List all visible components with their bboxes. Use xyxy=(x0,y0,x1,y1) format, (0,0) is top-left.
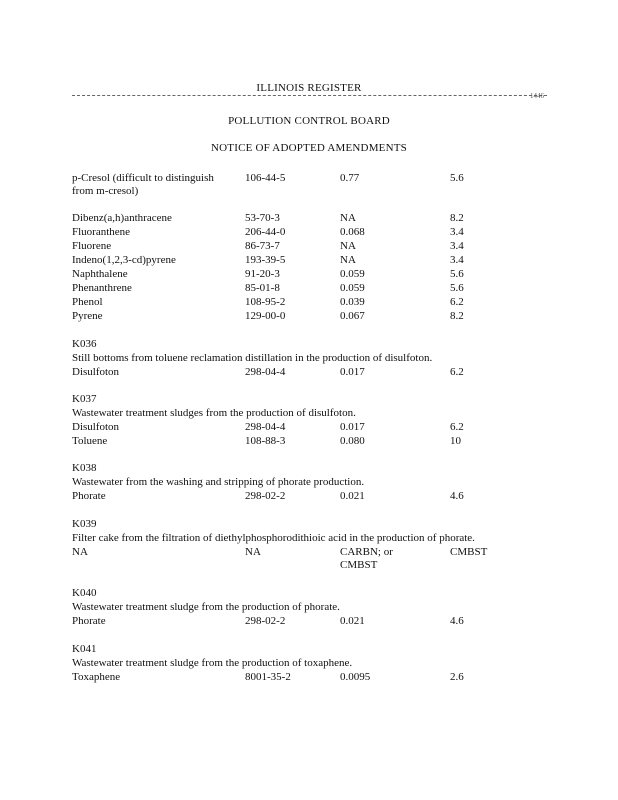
wastewater-standard: 0.068 xyxy=(340,226,365,238)
constituent-name: Pyrene xyxy=(72,310,103,322)
nonwastewater-standard: 4.6 xyxy=(450,615,464,627)
constituent-name: Phorate xyxy=(72,490,106,502)
waste-code: K038 xyxy=(72,462,97,474)
constituent-name: Phorate xyxy=(72,615,106,627)
board-title: POLLUTION CONTROL BOARD xyxy=(228,115,390,127)
table-row xyxy=(0,435,618,449)
table-row xyxy=(0,282,618,296)
waste-code: K040 xyxy=(72,587,97,599)
constituent-name: NA xyxy=(72,546,88,558)
nonwastewater-standard: 2.6 xyxy=(450,671,464,683)
wastewater-standard: 0.0095 xyxy=(340,671,371,683)
table-row xyxy=(0,366,618,380)
nonwastewater-standard: 3.4 xyxy=(450,226,464,238)
running-head: ILLINOIS REGISTER xyxy=(256,82,362,94)
table-row xyxy=(0,268,618,282)
table-row xyxy=(0,490,618,504)
cas-number: 91-20-3 xyxy=(245,268,280,280)
cas-number: 298-04-4 xyxy=(245,421,286,433)
wastewater-standard: 0.017 xyxy=(340,366,365,378)
cas-number: 206-44-0 xyxy=(245,226,286,238)
wastewater-standard: 0.080 xyxy=(340,435,365,447)
wastewater-standard: 0.059 xyxy=(340,268,365,280)
header-rule xyxy=(72,95,547,96)
waste-description: Wastewater treatment sludge from the production of phorate. xyxy=(72,601,340,613)
nonwastewater-standard: 6.2 xyxy=(450,421,464,433)
constituent-name: p-Cresol (difficult to distinguish from m-cresol) xyxy=(72,172,214,197)
wastewater-standard: 0.059 xyxy=(340,282,365,294)
constituent-name: Phenanthrene xyxy=(72,282,132,294)
table-row xyxy=(0,172,618,197)
cas-number: 108-88-3 xyxy=(245,435,286,447)
nonwastewater-standard: 10 xyxy=(450,435,461,447)
wastewater-standard: 0.021 xyxy=(340,490,365,502)
cas-number: NA xyxy=(245,546,261,558)
wastewater-standard: 0.021 xyxy=(340,615,365,627)
wastewater-standard: 0.067 xyxy=(340,310,365,322)
nonwastewater-standard: 8.2 xyxy=(450,310,464,322)
cas-number: 193-39-5 xyxy=(245,254,286,266)
constituent-name: Indeno(1,2,3-cd)pyrene xyxy=(72,254,176,266)
waste-code: K037 xyxy=(72,393,97,405)
nonwastewater-standard: 3.4 xyxy=(450,240,464,252)
waste-description: Still bottoms from toluene reclamation distillation in the production of disulfoton. xyxy=(72,352,433,364)
cas-number: 86-73-7 xyxy=(245,240,280,252)
nonwastewater-standard: 5.6 xyxy=(450,172,464,184)
table-row xyxy=(0,546,618,571)
nonwastewater-standard: CMBST xyxy=(450,546,488,558)
waste-description: Filter cake from the filtration of diethylphosphorodithioic acid in the production of phorate. xyxy=(72,532,475,544)
constituent-name: Naphthalene xyxy=(72,268,128,280)
constituent-name: Phenol xyxy=(72,296,103,308)
table-row xyxy=(0,240,618,254)
wastewater-standard: 0.039 xyxy=(340,296,365,308)
nonwastewater-standard: 3.4 xyxy=(450,254,464,266)
wastewater-standard: NA xyxy=(340,254,356,266)
constituent-name: Fluorene xyxy=(72,240,112,252)
nonwastewater-standard: 5.6 xyxy=(450,282,464,294)
cas-number: 106-44-5 xyxy=(245,172,286,184)
waste-code: K039 xyxy=(72,518,97,530)
cas-number: 298-02-2 xyxy=(245,490,286,502)
table-row xyxy=(0,310,618,324)
constituent-name: Dibenz(a,h)anthracene xyxy=(72,212,172,224)
table-row xyxy=(0,212,618,226)
constituent-name: Toxaphene xyxy=(72,671,121,683)
constituent-name: Disulfoton xyxy=(72,366,120,378)
nonwastewater-standard: 4.6 xyxy=(450,490,464,502)
waste-description: Wastewater treatment sludge from the production of toxaphene. xyxy=(72,657,353,669)
cas-number: 108-95-2 xyxy=(245,296,286,308)
cas-number: 298-04-4 xyxy=(245,366,286,378)
table-row xyxy=(0,254,618,268)
table-row xyxy=(0,296,618,310)
notice-title: NOTICE OF ADOPTED AMENDMENTS xyxy=(211,142,407,154)
waste-description: Wastewater from the washing and stripping of phorate production. xyxy=(72,476,365,488)
cas-number: 129-00-0 xyxy=(245,310,286,322)
table-row xyxy=(0,671,618,685)
constituent-name: Disulfoton xyxy=(72,421,120,433)
wastewater-standard: 0.017 xyxy=(340,421,365,433)
constituent-name: Fluoranthene xyxy=(72,226,131,238)
waste-code: K036 xyxy=(72,338,97,350)
wastewater-standard: 0.77 xyxy=(340,172,360,184)
table-row xyxy=(0,421,618,435)
wastewater-standard: NA xyxy=(340,240,356,252)
waste-description: Wastewater treatment sludges from the production of disulfoton. xyxy=(72,407,356,419)
wastewater-standard: CARBN; or CMBST xyxy=(340,546,393,571)
cas-number: 8001-35-2 xyxy=(245,671,291,683)
nonwastewater-standard: 6.2 xyxy=(450,296,464,308)
nonwastewater-standard: 5.6 xyxy=(450,268,464,280)
waste-code: K041 xyxy=(72,643,97,655)
table-row xyxy=(0,615,618,629)
table-row xyxy=(0,226,618,240)
cas-number: 53-70-3 xyxy=(245,212,280,224)
cas-number: 85-01-8 xyxy=(245,282,280,294)
nonwastewater-standard: 6.2 xyxy=(450,366,464,378)
wastewater-standard: NA xyxy=(340,212,356,224)
constituent-name: Toluene xyxy=(72,435,108,447)
nonwastewater-standard: 8.2 xyxy=(450,212,464,224)
cas-number: 298-02-2 xyxy=(245,615,286,627)
page-mark: 1446 xyxy=(530,92,544,100)
